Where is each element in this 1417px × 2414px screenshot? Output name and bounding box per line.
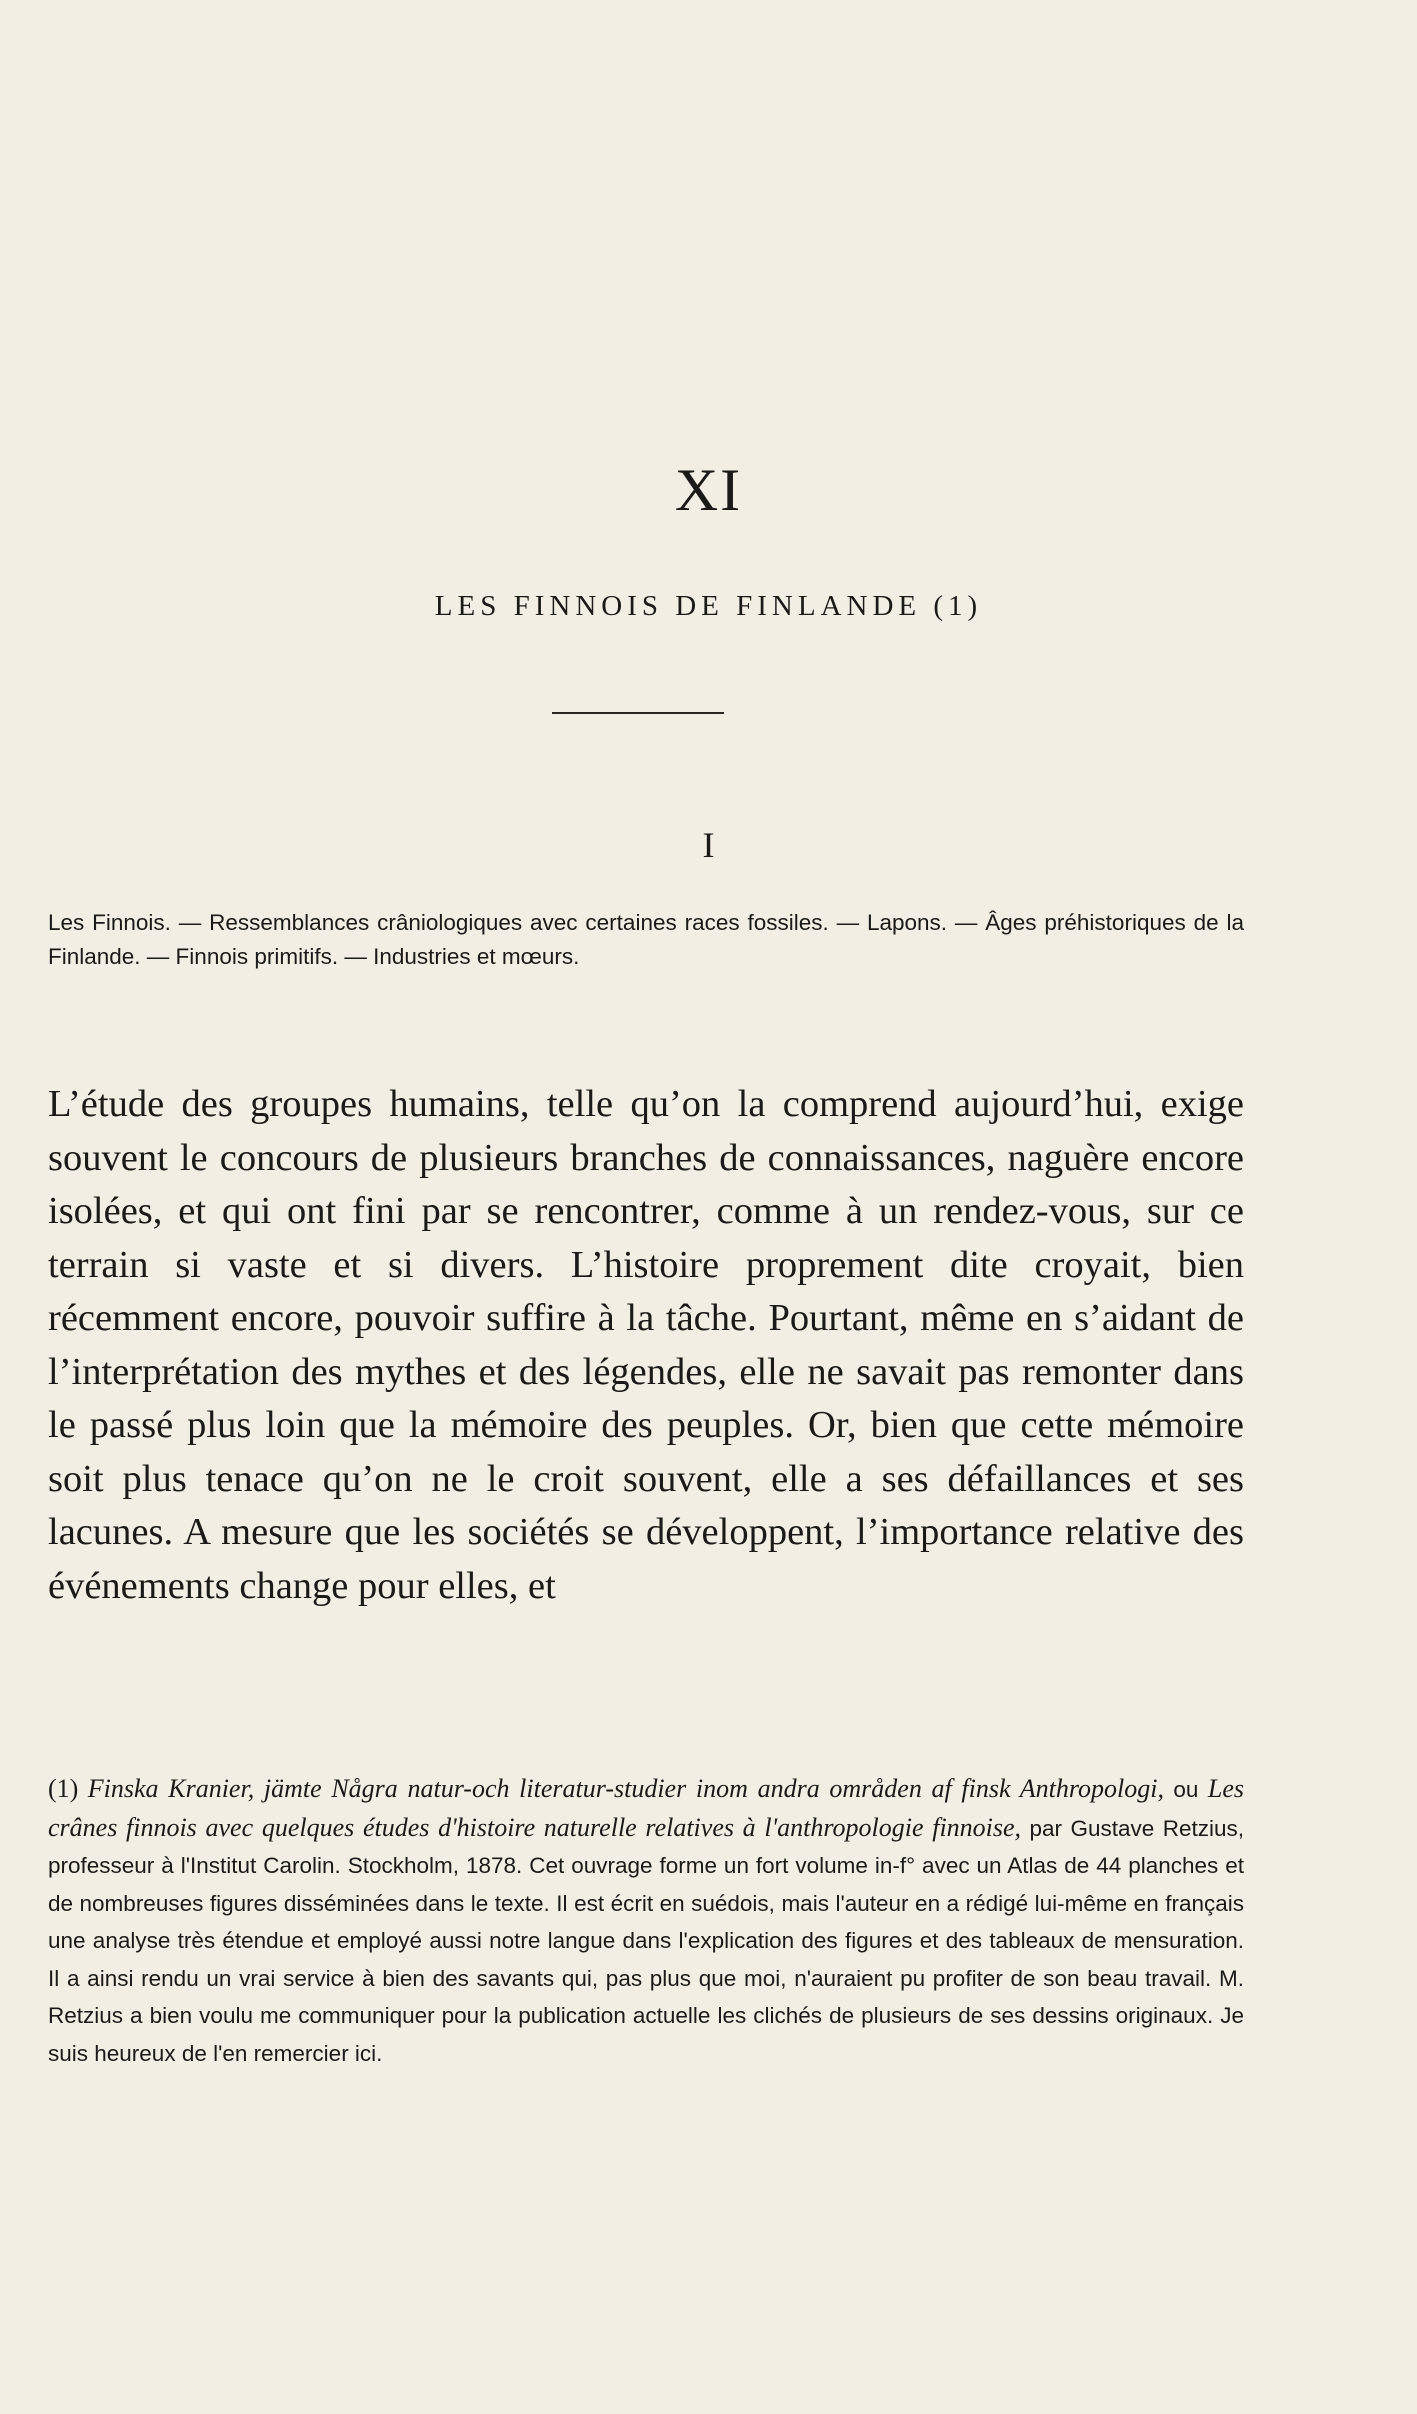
- chapter-number: XI: [674, 457, 743, 523]
- section-number: I: [702, 825, 715, 865]
- body-paragraph: L’étude des groupes humains, telle qu’on la comprend aujourd’hui, exige souvent le concours de plusieurs branches de connaissances, naguère encore isolées, et qui ont fini par se rencontrer, comme à un rendez-vous, sur ce terrain si vaste et si divers. L’histoire proprement dite croyait, bien récemment encore, pouvoir suffire à la tâche. Pourtant, même en s’aidant de l’interprétation des mythes et des légendes, elle ne savait pas remonter dans le passé plus loin que la mémoire des peuples. Or, bien que cette mémoire soit plus tenace qu’on ne le croit souvent, elle a ses défaillances et ses lacunes. A mesure que les sociétés se développent, l’importance relative des événements change pour elles, et: [48, 1083, 1244, 1607]
- footnote: [48, 1770, 1244, 2072]
- footnote-title: Finska Kranier, jämte Några natur-och literatur-studier inom andra områden af finsk Anthropologi,: [87, 1774, 1164, 1803]
- footnote-or: ou: [1163, 1777, 1208, 1802]
- title-divider: [552, 712, 724, 714]
- footnote-text: par Gustave Retzius, professeur à l'Institut Carolin. Stockholm, 1878. Cet ouvrage forme un fort volume in-f° avec un Atlas de 44 planches et de nombreuses figures disséminées dans le texte. Il est écrit en suédois, mais l'auteur en a rédigé lui-même en français une analyse très étendue et employé aussi notre langue dans l'explication des figures et des tableaux de mensuration. Il a ainsi rendu un vrai service à bien des savants qui, pas plus que moi, n'auraient pu profiter de son beau travail. M. Retzius a bien voulu me communiquer pour la publication actuelle les clichés de plusieurs de ses dessins originaux. Je suis heureux de l'en remercier ici.: [48, 1815, 1245, 2066]
- section-summary: Les Finnois. — Ressemblances crâniologiques avec certaines races fossiles. — Lapons. — Âges préhistoriques de la Finlande. — Finnois primitifs. — Industries et mœurs.: [48, 910, 1244, 969]
- footnote-title-fr: Les crânes finnois avec quelques études d'histoire naturelle relatives à l'anthropologie finnoise,: [48, 1774, 1244, 1842]
- footnote-mark: (1): [48, 1774, 79, 1803]
- chapter-title: LES FINNOIS DE FINLANDE (1): [434, 590, 983, 622]
